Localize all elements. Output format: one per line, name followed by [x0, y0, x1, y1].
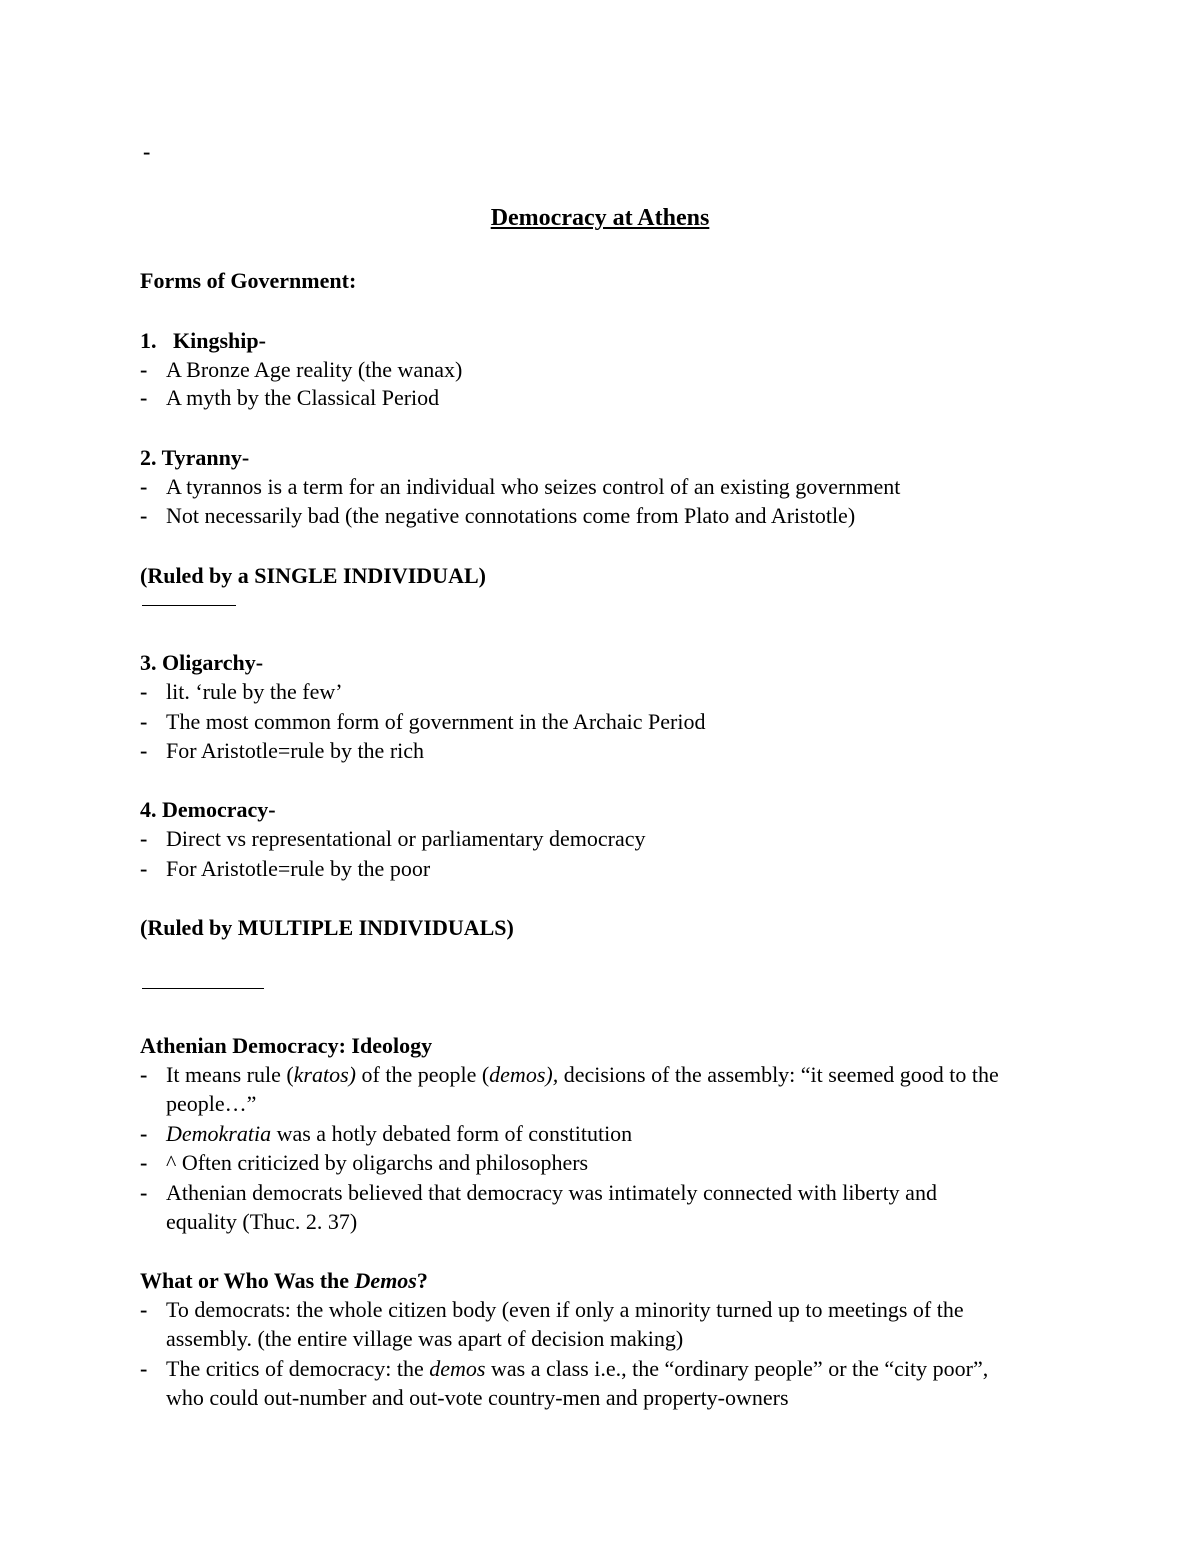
- bullet-dash: -: [140, 1297, 148, 1322]
- list-item-text: Demokratia was a hotly debated form of constitution: [166, 1121, 633, 1146]
- list-item-continuation: who could out-number and out-vote country-men and property-owners: [166, 1385, 789, 1410]
- list-item-text: lit. ‘rule by the few’: [166, 679, 343, 704]
- oligarchy-heading: 3. Oligarchy-: [140, 650, 264, 675]
- bullet-dash: -: [140, 357, 148, 382]
- list-item-text: ^ Often criticized by oligarchs and philosophers: [166, 1150, 589, 1175]
- list-item-text: For Aristotle=rule by the rich: [166, 738, 425, 763]
- demos-heading: What or Who Was the Demos?: [140, 1268, 428, 1293]
- list-item-text: A Bronze Age reality (the wanax): [166, 357, 463, 382]
- list-item-text: A tyrannos is a term for an individual who seizes control of an existing government: [166, 474, 901, 499]
- list-item-continuation: assembly. (the entire village was apart of decision making): [166, 1326, 684, 1351]
- democracy-heading: 4. Democracy-: [140, 797, 276, 822]
- single-individual-note: (Ruled by a SINGLE INDIVIDUAL): [140, 563, 486, 588]
- bullet-dash: -: [140, 826, 148, 851]
- list-item-text: To democrats: the whole citizen body (even if only a minority turned up to meetings of the: [166, 1297, 964, 1322]
- list-item-text: Not necessarily bad (the negative connotations come from Plato and Aristotle): [166, 503, 856, 528]
- list-item-text: The critics of democracy: the demos was a class i.e., the “ordinary people” or the “city poor”,: [166, 1356, 989, 1381]
- demos-term: demos: [429, 1356, 486, 1381]
- kingship-heading: 1. Kingship-: [140, 328, 266, 353]
- bullet-dash: -: [140, 503, 148, 528]
- list-item-text: The most common form of government in the Archaic Period: [166, 709, 706, 734]
- list-item-continuation: equality (Thuc. 2. 37): [166, 1209, 358, 1234]
- divider: [142, 988, 264, 989]
- bullet-dash: -: [140, 1356, 148, 1381]
- list-item-text: Athenian democrats believed that democracy was intimately connected with liberty and: [166, 1180, 937, 1205]
- kratos-term: kratos): [293, 1062, 356, 1087]
- list-item-text: For Aristotle=rule by the poor: [166, 856, 431, 881]
- ideology-heading: Athenian Democracy: Ideology: [140, 1033, 433, 1058]
- list-item-continuation: people…”: [166, 1091, 257, 1116]
- top-dash: -: [143, 139, 151, 164]
- bullet-dash: -: [140, 1121, 148, 1146]
- demokratia-term: Demokratia: [166, 1121, 272, 1146]
- list-item-text: It means rule (kratos) of the people (demos), decisions of the assembly: “it seemed good to the: [166, 1062, 999, 1087]
- page-title: Democracy at Athens: [490, 205, 710, 231]
- multiple-individuals-note: (Ruled by MULTIPLE INDIVIDUALS): [140, 915, 514, 940]
- bullet-dash: -: [140, 474, 148, 499]
- bullet-dash: -: [140, 856, 148, 881]
- bullet-dash: -: [140, 679, 148, 704]
- bullet-dash: -: [140, 738, 148, 763]
- bullet-dash: -: [140, 1180, 148, 1205]
- bullet-dash: -: [140, 1150, 148, 1175]
- demos-term: demos),: [489, 1062, 559, 1087]
- list-item-text: A myth by the Classical Period: [166, 385, 440, 410]
- forms-heading: Forms of Government:: [140, 268, 357, 293]
- divider: [142, 605, 236, 606]
- demos-heading-term: Demos: [354, 1268, 417, 1293]
- bullet-dash: -: [140, 709, 148, 734]
- tyranny-heading: 2. Tyranny-: [140, 445, 250, 470]
- list-item-text: Direct vs representational or parliamentary democracy: [166, 826, 646, 851]
- bullet-dash: -: [140, 1062, 148, 1087]
- bullet-dash: -: [140, 385, 148, 410]
